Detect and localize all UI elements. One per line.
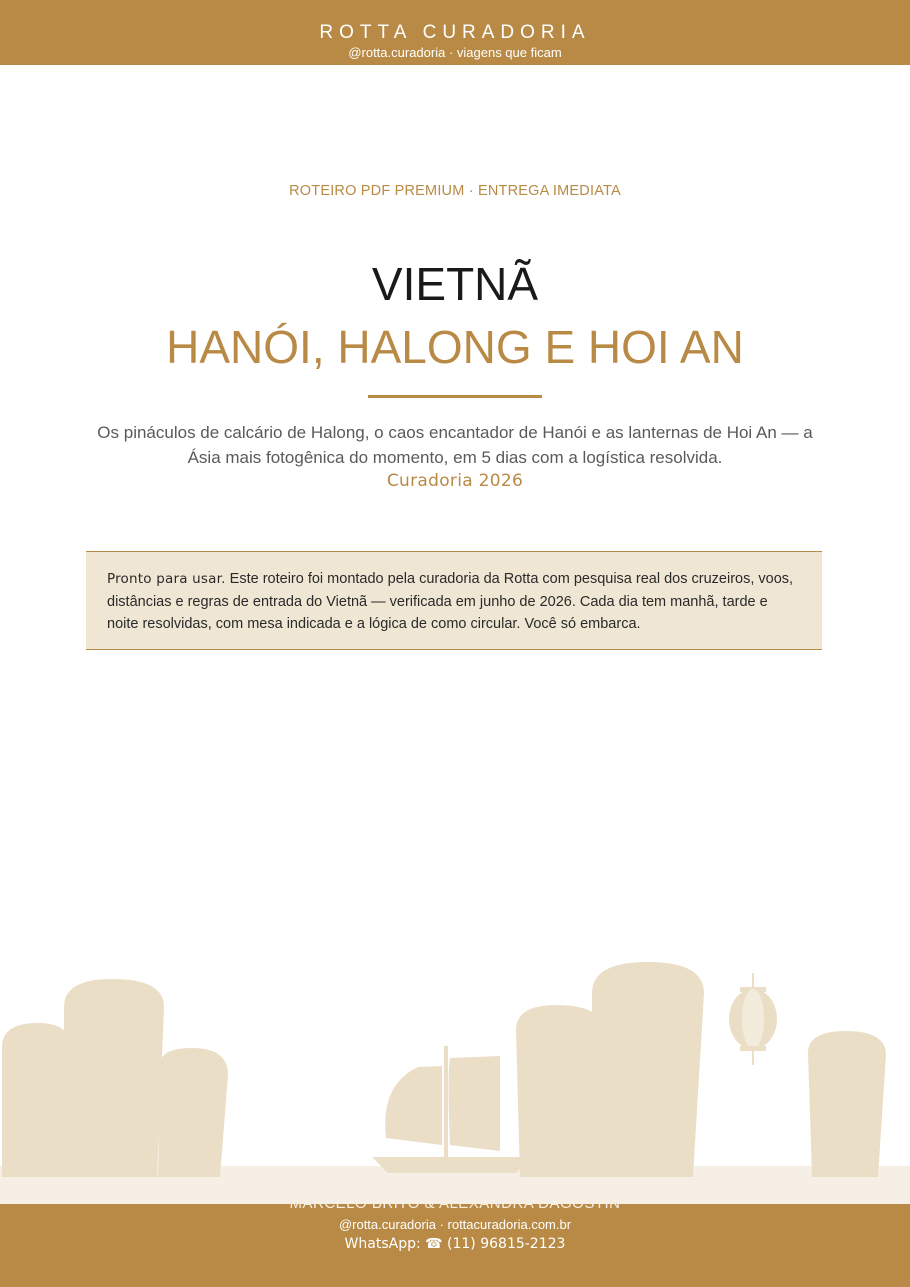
lead-paragraph: Os pináculos de calcário de Halong, o caos encantador de Hanói e as lanternas de Hoi An — a Ásia mais fotogênica do momento, em 5 dias com a logística resolvida.: [97, 423, 813, 467]
brand-name: ROTTA CURADORIA: [319, 22, 591, 43]
lantern-icon: [729, 973, 777, 1065]
karst-rock-icon: [64, 979, 164, 1177]
karst-rock-icon: [808, 1031, 886, 1177]
karst-rock-icon: [2, 1023, 70, 1177]
whatsapp-contact[interactable]: WhatsApp: ☎ (11) 96815-2123: [344, 1236, 566, 1252]
title-divider: [368, 395, 542, 398]
brand-tagline: @rotta.curadoria · viagens que ficam: [348, 45, 562, 60]
halong-bay-illustration: [0, 955, 910, 1205]
page-title: VIETNÃ: [371, 258, 539, 310]
note-label: Pronto para usar.: [107, 571, 226, 587]
note-text: Este roteiro foi montado pela curadoria da Rotta com pesquisa real dos cruzeiros, voos, distâncias e regras de entrada do Vietnã — verificada em junho de 2026. Cada dia tem manhã, tarde e noite resolvidas, com mesa indicada e a lógica de como circular. Você só embarca.: [107, 571, 794, 632]
header-bar: [0, 0, 910, 65]
edition-label: Curadoria 2026: [386, 471, 524, 491]
footer-bar: [0, 1195, 910, 1287]
authors: MARCELO BRITO & ALEXANDRA DAGOSTIN: [289, 1195, 621, 1212]
product-kicker: ROTEIRO PDF PREMIUM · ENTREGA IMEDIATA: [289, 183, 621, 199]
contact-links[interactable]: @rotta.curadoria · rottacuradoria.com.br: [338, 1217, 572, 1232]
page-subtitle: HANÓI, HALONG E HOI AN: [166, 321, 744, 373]
karst-rock-icon: [516, 1005, 605, 1177]
ready-to-use-note: [86, 551, 822, 650]
junk-boat-icon: [372, 1046, 530, 1173]
karst-rock-icon: [592, 962, 704, 1177]
karst-rock-icon: [158, 1048, 228, 1177]
